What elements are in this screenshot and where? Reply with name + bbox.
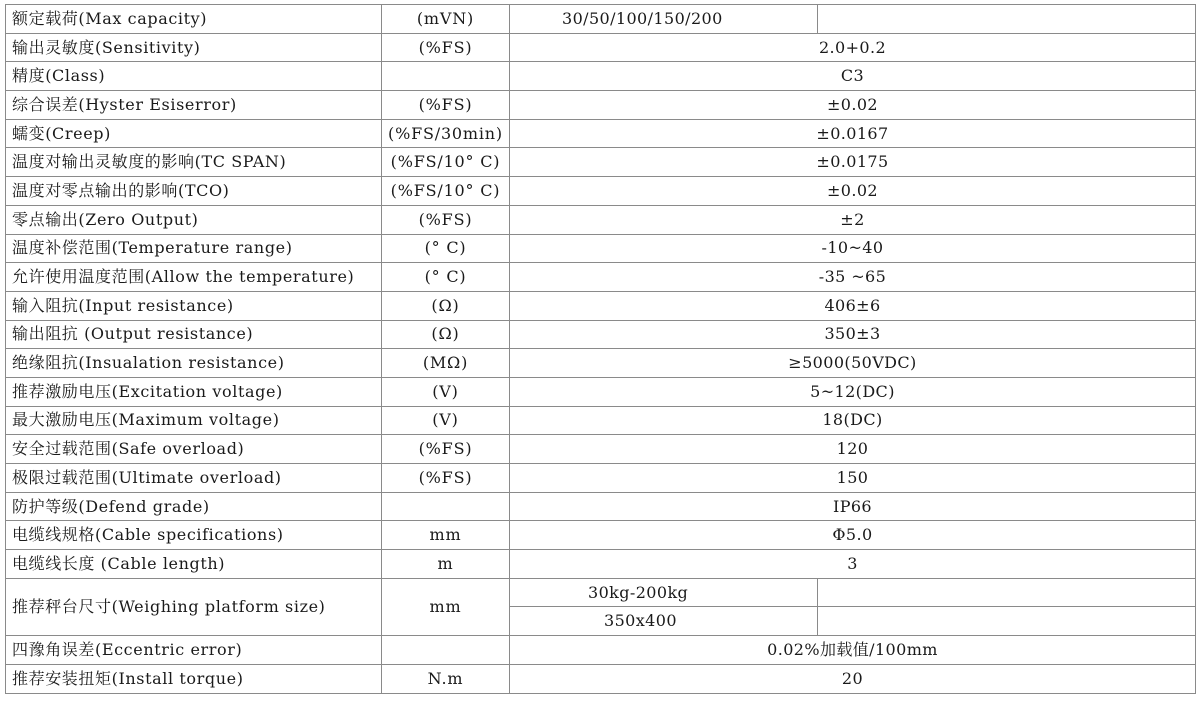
value-cell: -10~40 — [510, 234, 1196, 263]
unit-cell: (Ω) — [382, 291, 510, 320]
table-row — [6, 33, 1196, 62]
param-cell: 温度对零点输出的影响(TCO) — [6, 177, 382, 206]
spec-table — [5, 4, 1196, 694]
param-cell: 电缆线长度 (Cable length) — [6, 550, 382, 579]
unit-cell: (%FS) — [382, 435, 510, 464]
param-cell: 零点输出(Zero Output) — [6, 205, 382, 234]
table-row — [6, 291, 1196, 320]
param-cell: 综合误差(Hyster Esiserror) — [6, 91, 382, 120]
param-cell: 温度补偿范围(Temperature range) — [6, 234, 382, 263]
blank-cell — [818, 607, 1196, 636]
value-cell: C3 — [510, 62, 1196, 91]
param-cell: 允许使用温度范围(Allow the temperature) — [6, 263, 382, 292]
platform-size-cell: 350x400 — [510, 607, 818, 636]
unit-cell: (Ω) — [382, 320, 510, 349]
param-cell: 精度(Class) — [6, 62, 382, 91]
value-cell: 30/50/100/150/200 — [510, 5, 818, 34]
value-cell: 350±3 — [510, 320, 1196, 349]
table-row — [6, 177, 1196, 206]
platform-range-cell: 30kg-200kg — [510, 578, 818, 607]
param-cell: 推荐秤台尺寸(Weighing platform size) — [6, 578, 382, 635]
table-row — [6, 234, 1196, 263]
table-row — [6, 464, 1196, 493]
table-row — [6, 62, 1196, 91]
table-row — [6, 550, 1196, 579]
table-row — [6, 636, 1196, 665]
unit-cell: (V) — [382, 406, 510, 435]
param-cell: 推荐激励电压(Excitation voltage) — [6, 377, 382, 406]
value-cell: 3 — [510, 550, 1196, 579]
value-cell: ±0.0167 — [510, 119, 1196, 148]
value-cell: ≥5000(50VDC) — [510, 349, 1196, 378]
value-cell: ±0.02 — [510, 177, 1196, 206]
value-cell: 120 — [510, 435, 1196, 464]
value-cell: 150 — [510, 464, 1196, 493]
unit-cell: mm — [382, 521, 510, 550]
blank-cell — [818, 578, 1196, 607]
table-row — [6, 263, 1196, 292]
unit-cell: (MΩ) — [382, 349, 510, 378]
table-row — [6, 377, 1196, 406]
param-cell: 防护等级(Defend grade) — [6, 492, 382, 521]
blank-cell — [818, 5, 1196, 34]
table-row — [6, 5, 1196, 34]
table-row — [6, 320, 1196, 349]
value-cell: -35 ~65 — [510, 263, 1196, 292]
unit-cell: (%FS/10° C) — [382, 148, 510, 177]
param-cell: 蠕变(Creep) — [6, 119, 382, 148]
param-cell: 额定载荷(Max capacity) — [6, 5, 382, 34]
table-row — [6, 492, 1196, 521]
unit-cell: (° C) — [382, 234, 510, 263]
table-row — [6, 664, 1196, 693]
table-row — [6, 435, 1196, 464]
param-cell: 最大激励电压(Maximum voltage) — [6, 406, 382, 435]
unit-cell — [382, 62, 510, 91]
param-cell: 四豫角误差(Eccentric error) — [6, 636, 382, 665]
value-cell: 20 — [510, 664, 1196, 693]
unit-cell: mm — [382, 578, 510, 635]
param-cell: 电缆线规格(Cable specifications) — [6, 521, 382, 550]
unit-cell — [382, 636, 510, 665]
table-row — [6, 119, 1196, 148]
value-cell: 406±6 — [510, 291, 1196, 320]
table-row — [6, 349, 1196, 378]
value-cell: ±2 — [510, 205, 1196, 234]
value-cell: Φ5.0 — [510, 521, 1196, 550]
unit-cell: (%FS) — [382, 91, 510, 120]
param-cell: 安全过载范围(Safe overload) — [6, 435, 382, 464]
table-row — [6, 91, 1196, 120]
value-cell: ±0.0175 — [510, 148, 1196, 177]
param-cell: 输入阻抗(Input resistance) — [6, 291, 382, 320]
param-cell: 绝缘阻抗(Insualation resistance) — [6, 349, 382, 378]
unit-cell: (%FS/10° C) — [382, 177, 510, 206]
unit-cell: (%FS) — [382, 205, 510, 234]
table-row — [6, 148, 1196, 177]
unit-cell: (mVN) — [382, 5, 510, 34]
param-cell: 温度对输出灵敏度的影响(TC SPAN) — [6, 148, 382, 177]
table-row — [6, 406, 1196, 435]
table-row — [6, 205, 1196, 234]
value-cell: IP66 — [510, 492, 1196, 521]
param-cell: 极限过载范围(Ultimate overload) — [6, 464, 382, 493]
unit-cell: (%FS) — [382, 33, 510, 62]
unit-cell: (° C) — [382, 263, 510, 292]
table-row — [6, 578, 1196, 607]
unit-cell: (V) — [382, 377, 510, 406]
table-row — [6, 521, 1196, 550]
param-cell: 推荐安装扭矩(Install torque) — [6, 664, 382, 693]
unit-cell: m — [382, 550, 510, 579]
param-cell: 输出阻抗 (Output resistance) — [6, 320, 382, 349]
value-cell: 5~12(DC) — [510, 377, 1196, 406]
value-cell: 18(DC) — [510, 406, 1196, 435]
value-cell: ±0.02 — [510, 91, 1196, 120]
unit-cell: (%FS/30min) — [382, 119, 510, 148]
unit-cell: N.m — [382, 664, 510, 693]
unit-cell — [382, 492, 510, 521]
value-cell: 0.02%加载值/100mm — [510, 636, 1196, 665]
unit-cell: (%FS) — [382, 464, 510, 493]
param-cell: 输出灵敏度(Sensitivity) — [6, 33, 382, 62]
value-cell: 2.0+0.2 — [510, 33, 1196, 62]
